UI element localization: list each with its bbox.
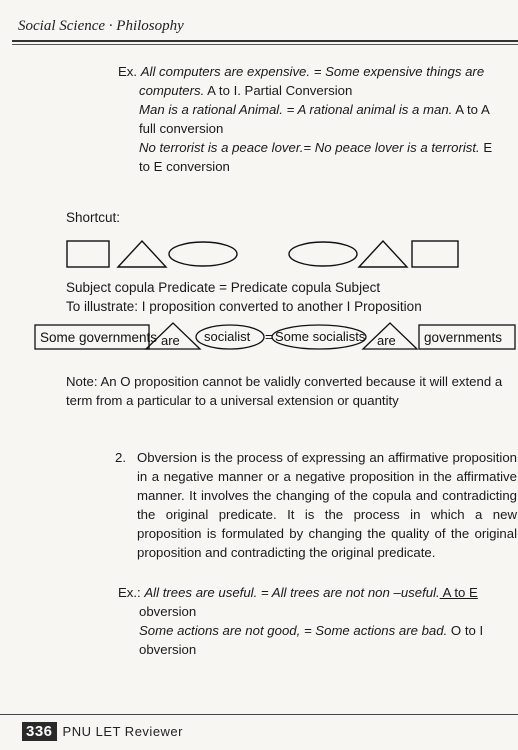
obversion-example-line-4: obversion [139,642,197,657]
publisher-name: PNU LET Reviewer [62,724,183,739]
page-number: 336 [22,722,57,741]
obversion-example-line-1 [118,583,514,602]
obversion-example-line-2: obversion [139,604,197,619]
example-a-to-e: All trees are useful. = All trees are not non –useful. [144,585,440,600]
example-a-to-a-label: A to A [452,102,490,117]
shortcut-shapes [66,237,466,271]
item-number: 2. [115,450,126,465]
example-line-5 [118,138,510,157]
subject-rectangle [67,241,109,267]
predicate-ellipse-2 [289,242,357,266]
example-e-to-e: No terrorist is a peace lover.= No peace lover is a terrorist. [139,140,480,155]
example-a-to-a: Man is a rational Animal. = A rational animal is a man. [139,102,453,117]
ex-prefix: Ex. [118,64,138,79]
copula-text-2: are [377,333,396,348]
subject-rectangle-2 [412,241,458,267]
example-o-to-i-label: O to I [447,623,484,638]
example-a-to-i-cont: computers. [139,83,205,98]
page-header: Social Science · Philosophy [18,18,184,34]
example-line-4: full conversion [139,121,224,136]
equals-sign: = [265,329,273,344]
example-line-2 [118,81,510,100]
obversion-examples [118,583,514,659]
predicate-text: socialist [204,329,251,344]
example-a-to-i-label: A to I. Partial Conversion [204,83,353,98]
example-e-to-e-label: E [479,140,493,155]
example-line-6: to E conversion [139,159,230,174]
o-proposition-note: Note: An O proposition cannot be validly converted because it will extend a term from a particular to a universal extension or quantity [66,374,503,408]
obversion-text: Obversion is the process of expressing an affirmative proposition in a negative manner or a negative proposition in the affirmative manner. It involves the changing of the copula and contradicting the original predicate. It is the process in which a new proposition is formulated by changing the quality of the original proposition and contradicting the original predicate. [137,450,517,560]
example-line-1 [118,62,510,81]
copula-triangle [118,241,166,267]
subject-text: Some governments [40,330,158,345]
conversion-examples [118,62,510,176]
example-line-3 [118,100,510,119]
copula-triangle-2 [359,241,407,267]
obversion-example-line-3 [118,621,514,640]
obversion-definition [115,448,517,562]
copula-text-1: are [161,333,180,348]
example-a-to-i: All computers are expensive. = Some expensive things are [140,64,485,79]
shortcut-label: Shortcut: [66,210,121,225]
header-rule [12,40,518,45]
footer-rule [0,714,518,715]
conversion-illustration [34,320,518,354]
example-a-to-e-label: A to E [439,585,478,600]
page-footer [22,722,183,741]
predicate-ellipse [169,242,237,266]
converted-subject-text: Some socialists [275,329,366,344]
shortcut-caption [66,278,422,316]
illustrate-line: To illustrate: I proposition converted to another I Proposition [66,299,422,314]
example-o-to-i: Some actions are not good, = Some actions are bad. [139,623,448,638]
shortcut-caption-line: Subject copula Predicate = Predicate copula Subject [66,280,381,295]
ex-prefix-2: Ex.: [118,585,141,600]
converted-predicate-text: governments [424,330,503,345]
